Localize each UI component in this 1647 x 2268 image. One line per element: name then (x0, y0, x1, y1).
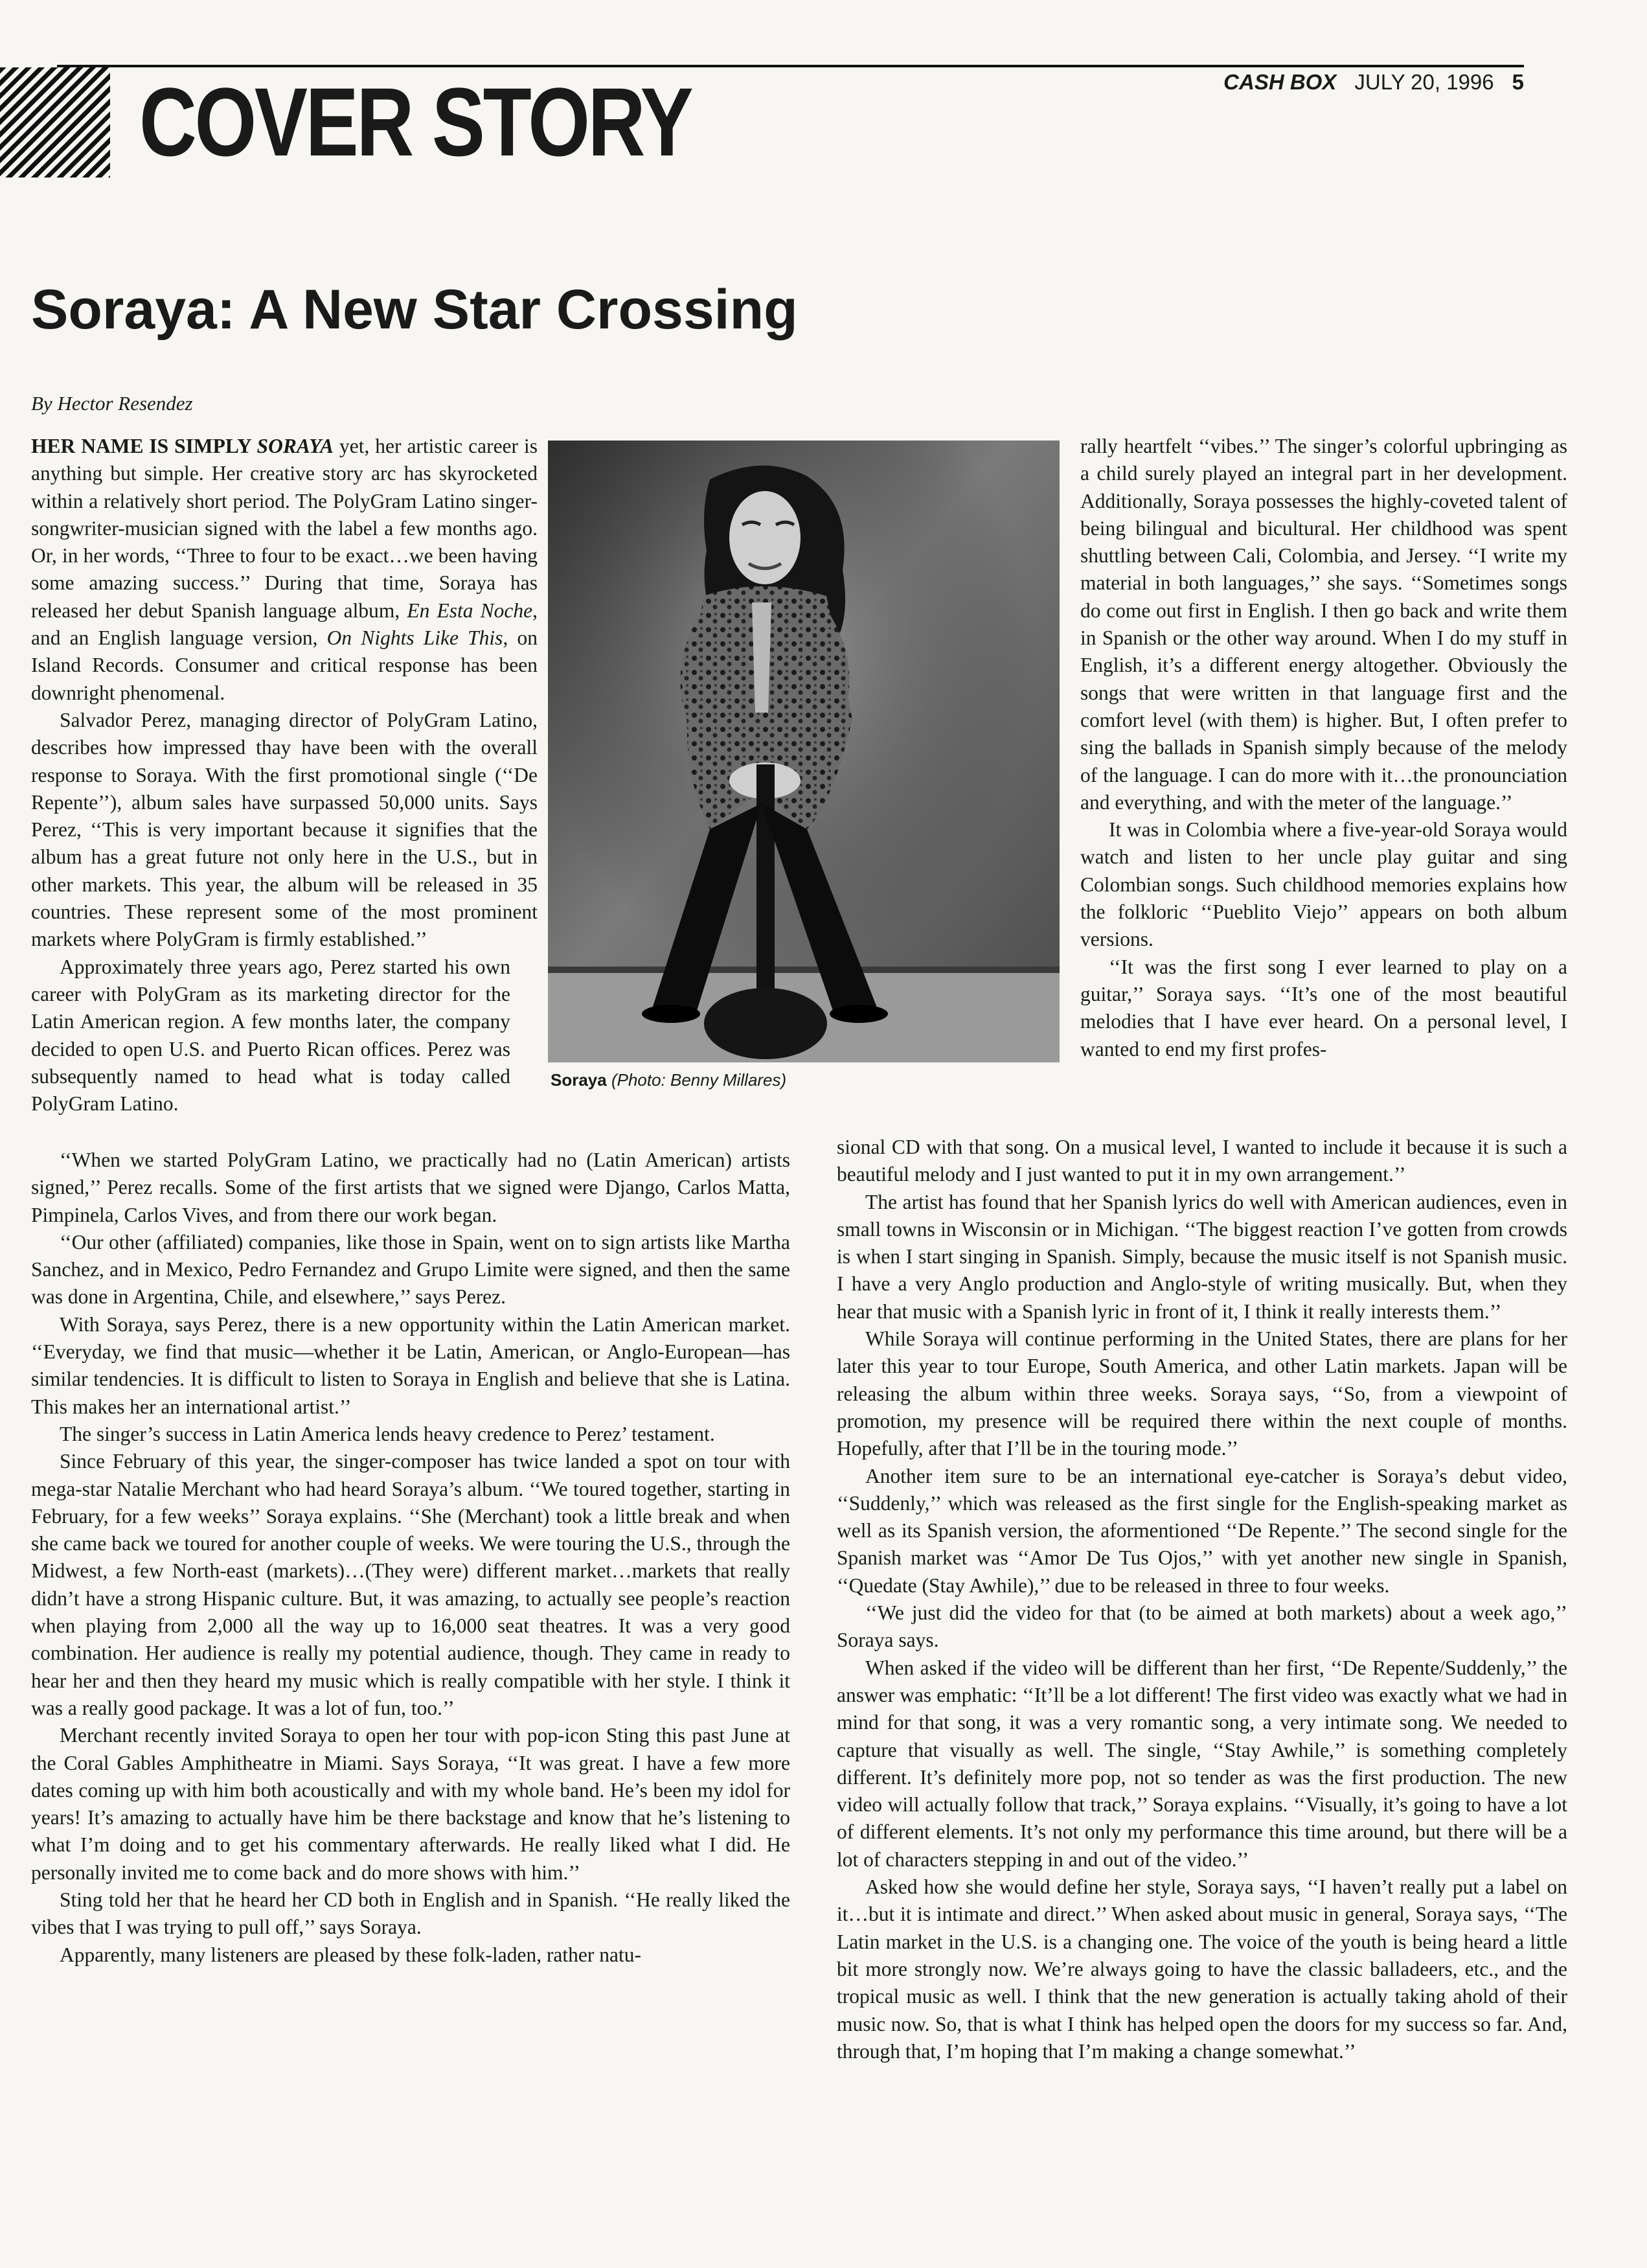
section-hatch-graphic (0, 67, 110, 178)
lead-in: HER NAME IS SIMPLY SORAYA (31, 435, 334, 457)
paragraph: While Soraya will continue performing in the United States, there are plans for her later this year to tour Europe, South America, and other Latin markets. Japan will be releasing the album within three weeks. Soraya says, ‘‘So, from a viewpoint of promotion, my presence will be required there within the next couple of months. Hopefully, after that I’ll be in the touring mode.’’ (837, 1327, 1567, 1460)
paragraph: rally heartfelt ‘‘vibes.’’ The singer’s colorful upbringing as a child surely played an integral part in her development. Additionally, Soraya possesses the highly-coveted talent of being bilingual and bicultural. Her childhood was spent shuttling between Cali, Colombia, and Jersey. ‘‘I write my material in both languages,’’ she says. ‘‘Sometimes songs do come out first in English. I then go back and write them in Spanish or the other way around. When I do my stuff in English, it’s a different energy altogether. Obviously the songs that were written in that language first and the comfort level (with them) is higher. But, I often prefer to sing the ballads in Spanish simply because of the melody of the language. I can do more with it…the pronounciation and everything, and with the meter of the language.’’ (1080, 435, 1567, 814)
photo-caption (551, 1070, 786, 1090)
soraya-photo (548, 441, 1060, 1062)
article-column-left (31, 433, 538, 1117)
section-title: COVER STORY (139, 67, 692, 176)
lead-in-name: SORAYA (256, 435, 334, 457)
paragraph: sional CD with that song. On a musical level, I wanted to include it because it is such a beautiful melody and I just wanted to put it in my own arrangement.’’ (837, 1136, 1567, 1186)
paragraph: Asked how she would define her style, Soraya says, ‘‘I haven’t really put a label on it…but it is intimate and direct.’’ When asked about music in general, Soraya says, ‘‘The Latin market in the U.S. is a changing one. The voice of the youth is being heard a little bit more strongly now. We’re always going to have the classic balladeers, etc., and the tropical music as well. I think that the new generation is actually taking ahold of their music now. So, that is what I think has helped open the doors for my success so far. And, through that, I’m hoping that I’m making a change somewhat.’’ (837, 1875, 1567, 2063)
album-title-spanish: En Esta Noche (407, 599, 533, 622)
issue-date: JULY 20, 1996 (1354, 70, 1494, 94)
paragraph: Another item sure to be an international eye-catcher is Soraya’s debut video, ‘‘Suddenly,’’ which was released as the first single for the English-speaking market as well as its Spanish version, the aformentioned ‘‘De Repente.’’ The second single for the Spanish market was ‘‘Amor De Tus Ojos,’’ with yet another new single in Spanish, ‘‘Quedate (Stay Awhile),’’ due to be released in three to four weeks. (837, 1464, 1567, 1597)
photo-illustration (548, 441, 1060, 1062)
paragraph: With Soraya, says Perez, there is a new opportunity within the Latin American market. ‘‘Everyday, we find that music—whether it be Latin, American, or Anglo-European—has similar tendencies. It is difficult to listen to Soraya in English and believe that she is Latina. This makes her an international artist.’’ (31, 1312, 790, 1418)
paragraph: ‘‘Our other (affiliated) companies, like those in Spain, went on to sign artists like Martha Sanchez, and in Mexico, Pedro Fernandez and Grupo Limite were signed, and then the same was done in Argentina, Chile, and elsewhere,’’ says Perez. (31, 1230, 790, 1309)
paragraph: Sting told her that he heard her CD both in English and in Spanish. ‘‘He really liked the vibes that I was trying to pull off,’’ says Soraya. (31, 1888, 790, 1939)
paragraph: Apparently, many listeners are pleased by these folk-laden, rather natu- (60, 1943, 641, 1966)
article-column-right (1080, 433, 1567, 1063)
paragraph: ‘‘We just did the video for that (to be aimed at both markets) about a week ago,’’ Soraya says. (837, 1601, 1567, 1652)
paragraph: ‘‘When we started PolyGram Latino, we practically had no (Latin American) artists signed,’’ Perez recalls. Some of the first artists that we signed were Django, Carlos Matta, Pimpinela, Carlos Vives, and from there our work began. (31, 1149, 790, 1226)
caption-name: Soraya (551, 1070, 607, 1090)
paragraph: When asked if the video will be different than her first, ‘‘De Repente/Suddenly,’’ the answer was emphatic: ‘‘It’ll be a lot different! The first video was exactly what we had in mind for that song, it was a very romantic song, a very intimate song. We needed to capture that visually as well. The single, ‘‘Stay Awhile,’’ is something completely different. It’s definitely more pop, not so tender as was the first production. The new video will actually follow that track,’’ Soraya explains. ‘‘Visually, it’s going to have a lot of different elements. It’s not only my performance this time around, but there will be a lot of characters stepping in and out of the video.’’ (837, 1656, 1567, 1871)
caption-credit: (Photo: Benny Millares) (606, 1070, 787, 1090)
paragraph: Merchant recently invited Soraya to open her tour with pop-icon Sting this past June at the Coral Gables Amphitheatre in Miami. Says Soraya, ‘‘It was great. I have a few more dates coming up with him both acoustically and with my whole band. He’s been my idol for years! It’s amazing to actually have him be there backstage and know that he’s listening to what I’m doing and to get his commentary afterwards. He really liked what I did. He personally invited me to come back and do more shows with him.’’ (31, 1724, 790, 1884)
masthead (1223, 70, 1524, 95)
byline: By Hector Resendez (31, 392, 193, 415)
paragraph: Since February of this year, the singer-composer has twice landed a spot on tour with mega-star Natalie Merchant who had heard Soraya’s album. ‘‘We toured together, starting in February, for a few weeks’’ Soraya explains. ‘‘She (Merchant) took a little break and when she came back we toured for another couple of weeks. We were touring the U.S., through the Midwest, a few North-east (markets)…(They were) different market…markets that really didn’t have a strong Hispanic culture. But, it was amazing, to actually see people’s reaction when playing from 2,000 all the way up to 16,000 seat theatres. It was a very good combination. Her audience is really my potential audience, though. They came in ready to hear her and then they heard my music which is really compatible with her style. I think it was a really good package. It was a lot of fun, too.’’ (31, 1450, 790, 1719)
paragraph: Approximately three years ago, Perez started his own career with PolyGram as its marketing director for the Latin American region. A few months later, the company decided to open U.S. and Puerto Rican offices. Perez was subsequently named to head what is today called PolyGram Latino. (31, 955, 510, 1116)
page-number: 5 (1512, 70, 1524, 94)
headline: Soraya: A New Star Crossing (31, 279, 798, 341)
paragraph-lead: HER NAME IS SIMPLY SORAYA yet, her artistic career is anything but simple. Her creative story arc has skyrocketed within a relatively short period. The PolyGram Latino singer-songwriter-musician signed with the label a few months ago. Or, in her words, ‘‘Three to four to be exact…we been having some amazing success.’’ During that time, Soraya has released her debut Spanish language album, En Esta Noche, and an English language version, On Nights Like This, on Island Records. Consumer and critical response has been downright phenomenal. (31, 435, 538, 704)
article-column-lower-left (31, 1134, 790, 1969)
paragraph: The artist has found that her Spanish lyrics do well with American audiences, even in small towns in Wisconsin or in Michigan. ‘‘The biggest reaction I’ve gotten from crowds is when I start singing in Spanish. Simply, because the music itself is not Spanish music. I have a very Anglo production and Anglo-style of writing musically. But, when they hear that music with a Spanish lyric in front of it, I think it really interests them.’’ (837, 1190, 1567, 1323)
paragraph: It was in Colombia where a five-year-old Soraya would watch and listen to her uncle play guitar and sing Colombian songs. Such childhood memories explains how the folkloric ‘‘Pueblito Viejo’’ appears on both album versions. (1080, 818, 1567, 951)
article-column-lower-right (837, 1134, 1567, 2065)
publication-name: CASH BOX (1223, 70, 1337, 94)
paragraph: The singer’s success in Latin America lends heavy credence to Perez’ testament. (60, 1422, 715, 1445)
paragraph: Salvador Perez, managing director of PolyGram Latino, describes how impressed thay have been with the overall response to Soraya. With the first promotional single (‘‘De Repente’’), album sales have surpassed 50,000 units. Says Perez, ‘‘This is very important because it signifies that the album has a great future not only here in the U.S., but in other markets. This year, the album will be released in 35 countries. These represent some of the most prominent markets where PolyGram is firmly established.’’ (31, 708, 538, 951)
paragraph: ‘‘It was the first song I ever learned to play on a guitar,’’ Soraya says. ‘‘It’s one of the most beautiful melodies that I have ever heard. On a personal level, I wanted to end my first profes- (1080, 955, 1567, 1060)
album-title-english: On Nights Like This (326, 626, 503, 650)
